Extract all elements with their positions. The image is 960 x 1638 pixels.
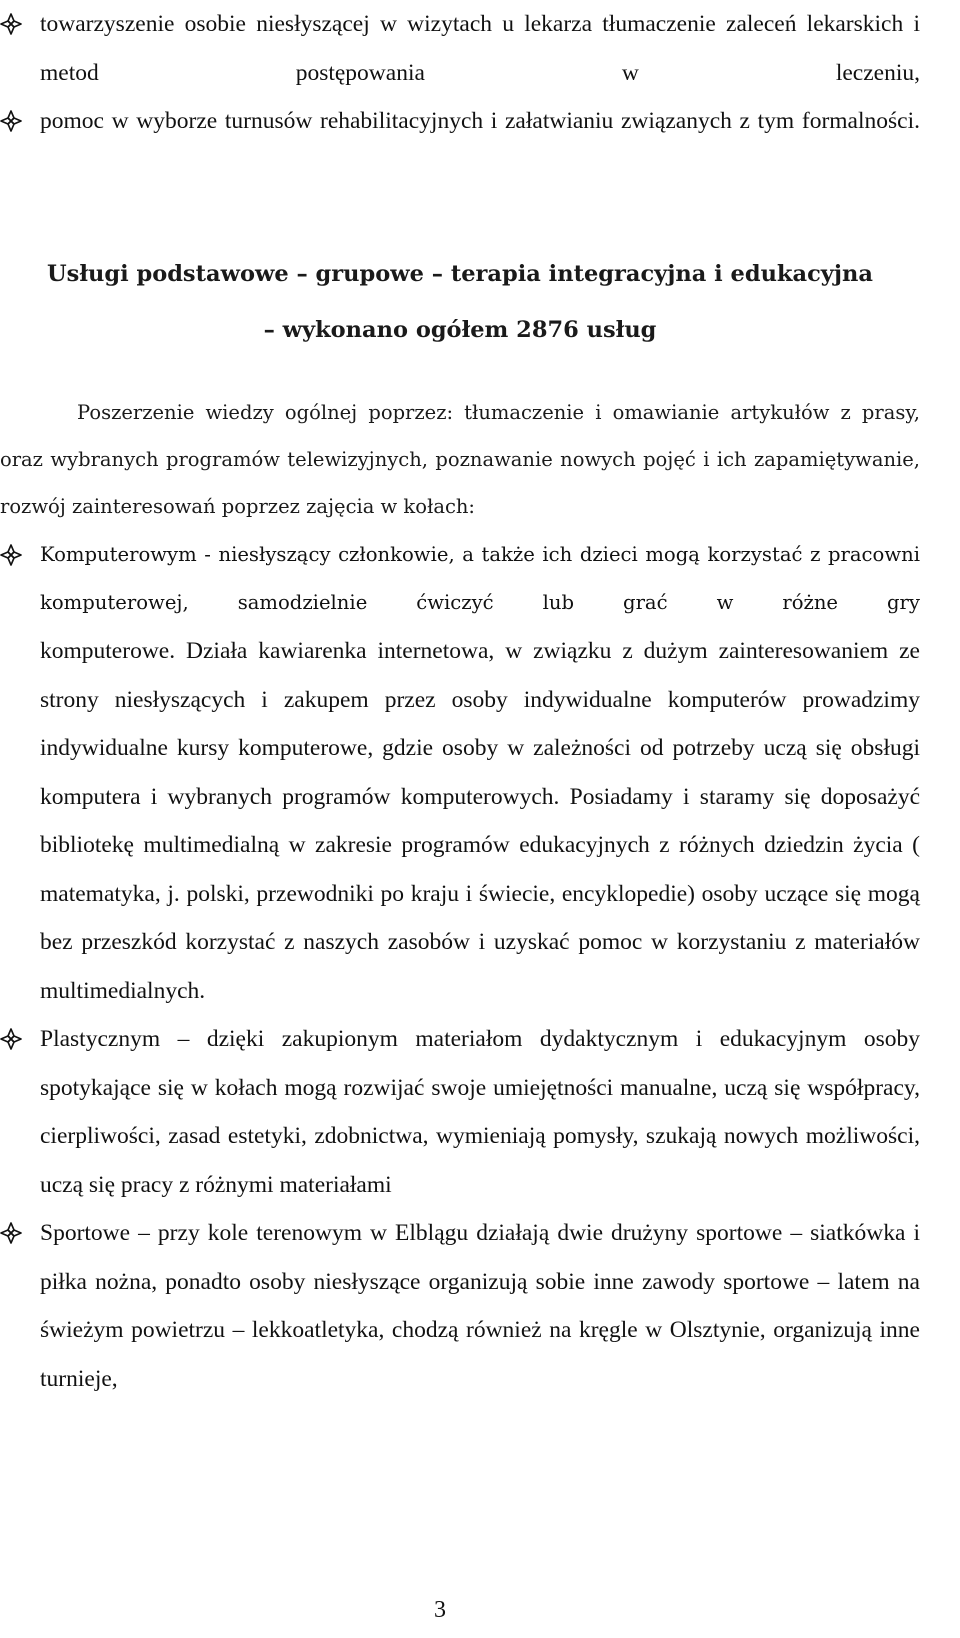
list-item — [0, 531, 920, 1015]
bullet-text-lead: Komputerowym - niesłyszący członkowie, a także ich dzieci mogą korzystać z pracowni komputerowej, samodzielnie ćwiczyć lub grać w różne gry — [40, 543, 920, 614]
bullet-text: Sportowe – przy kole terenowym w Elblągu działają dwie drużyny sportowe – siatkówka i piłka nożna, ponadto osoby niesłyszące organizują sobie inne zawody sportowe – latem na świeżym powietrzu – lekkoatletyka, chodzą również na kręgle w Olsztynie, organizują inne turnieje, — [40, 1220, 920, 1392]
bullet-text: towarzyszenie osobie niesłyszącej w wizytach u lekarza tłumaczenie zaleceń lekarskich i metod postępowania w leczeniu, — [40, 11, 920, 86]
list-item — [0, 1209, 920, 1403]
four-petal-diamond-icon — [0, 544, 22, 566]
list-item — [0, 97, 920, 194]
section-heading: Usługi podstawowe – grupowe – terapia integracyjna i edukacyjna — [47, 261, 873, 287]
bullet-text: komputerowe. Działa kawiarenka internetowa, w związku z dużym zainteresowaniem ze strony niesłyszących i zakupem przez osoby indywidualne komputerów prowadzimy indywidualne kursy komputerowe, gdzie osoby w zależności od potrzeby uczą się obsługi komputera i wybranych programów komputerowych. Posiadamy i staramy się doposażyć bibliotekę multimedialną w zakresie programów edukacyjnych z różnych dziedzin życia ( matematyka, j. polski, przewodniki po kraju i świecie, encyklopedie) osoby uczące się mogą bez przeszkód korzystać z naszych zasobów i uzyskać pomoc w korzystaniu z materiałów multimedialnych. — [40, 638, 920, 1004]
page-number: 3 — [434, 1597, 446, 1623]
list-item — [0, 0, 920, 97]
four-petal-diamond-icon — [0, 1028, 22, 1050]
bullet-text: pomoc w wyborze turnusów rehabilitacyjnych i załatwianiu związanych z tym formalności. — [40, 108, 920, 134]
list-item — [0, 1015, 920, 1209]
bullet-text: Plastycznym – dzięki zakupionym materiałom dydaktycznym i edukacyjnym osoby spotykające się w kołach mogą rozwijać swoje umiejętności manualne, uczą się współpracy, cierpliwości, zasad estetyki, zdobnictwa, wymieniają pomysły, szukają nowych możliwości, uczą się pracy z różnymi materiałami — [40, 1026, 920, 1198]
section-subheading: – wykonano ogółem 2876 usług — [263, 317, 657, 343]
top-bullet-list — [0, 0, 920, 194]
four-petal-diamond-icon — [0, 110, 22, 132]
intro-paragraph: Poszerzenie wiedzy ogólnej poprzez: tłumaczenie i omawianie artykułów z prasy, oraz wybranych programów telewizyjnych, poznawanie nowych pojęć i ich zapamiętywanie, rozwój zainteresowań poprzez zajęcia w kołach: — [0, 401, 920, 518]
four-petal-diamond-icon — [0, 1222, 22, 1244]
club-list — [0, 531, 920, 1403]
four-petal-diamond-icon — [0, 13, 22, 35]
